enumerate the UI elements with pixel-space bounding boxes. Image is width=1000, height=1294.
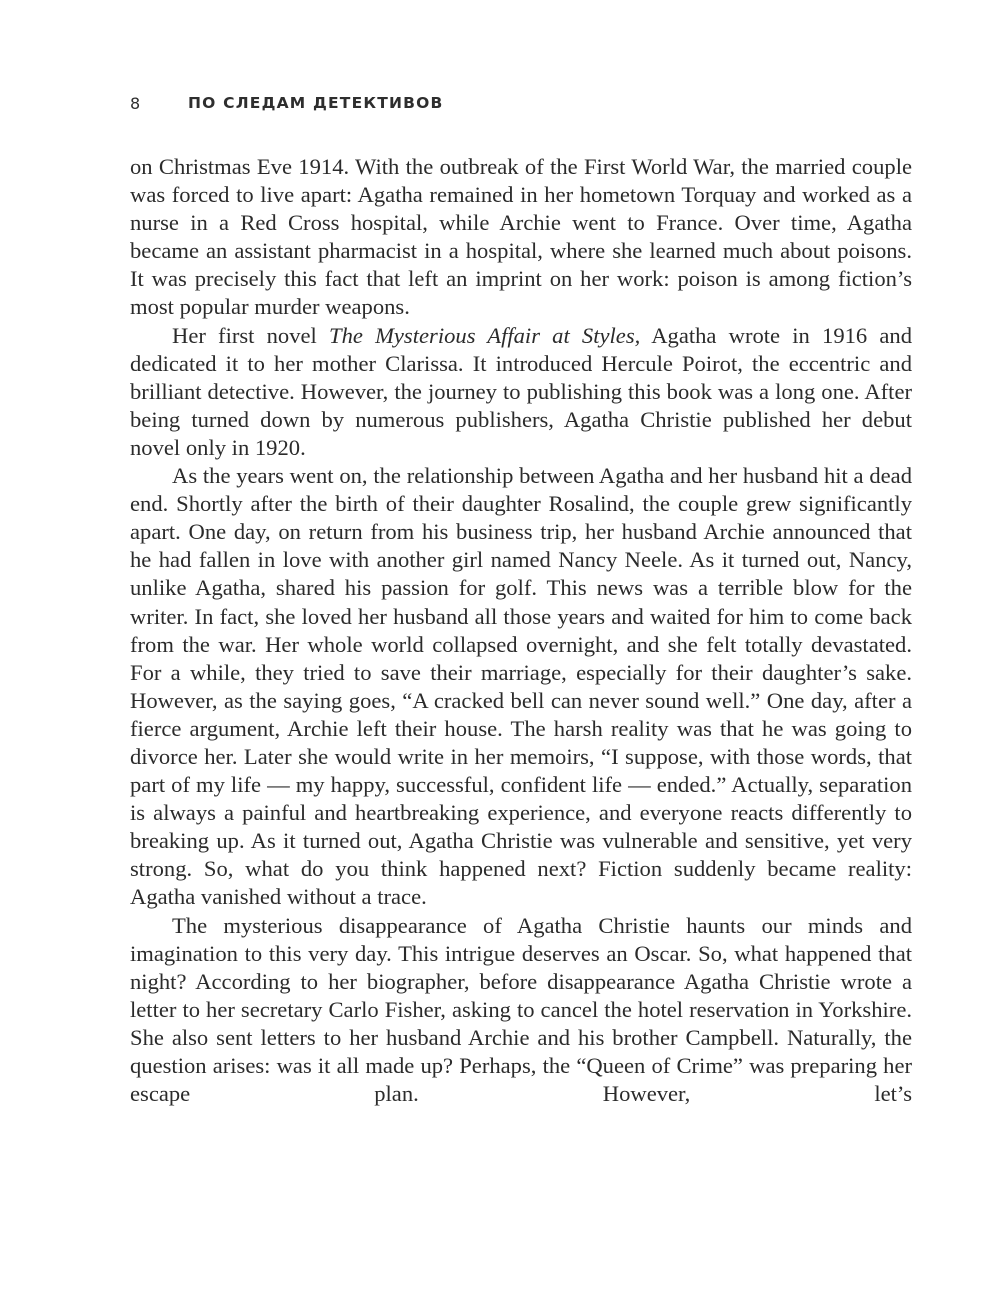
novel-title: The Mysterious Affair at Styles, xyxy=(329,322,641,348)
running-head xyxy=(130,92,912,122)
paragraph-2-rest: Agatha wrote in 1916 and dedicated it to her mother Clarissa. It introduced Hercule Poirot, the eccentric and brilliant detective. However, the journey to publishing this book was a long one. After being turned down by numerous publishers, Agatha Christie published her debut novel only in 1920. xyxy=(130,322,913,460)
book-title: ПО СЛЕДАМ ДЕТЕКТИВОВ xyxy=(188,94,444,112)
page-number: 8 xyxy=(130,94,141,113)
paragraph-2-lead: Her first novel xyxy=(172,322,330,348)
paragraph-3: As the years went on, the relationship between Agatha and her husband hit a dead end. Shortly after the birth of their daughter Rosalind, the couple grew significantly apart. One day, on return from his business trip, her husband Archie announced that he had fallen in love with another girl named Nancy Neele. As it turned out, Nancy, unlike Agatha, shared his passion for golf. This news was a terrible blow for the writer. In fact, she loved her husband all those years and waited for him to come back from the war. Her whole world collapsed overnight, and she felt totally devastated. For a while, they tried to save their marriage, especially for their daughter’s sake. However, as the saying goes, “A cracked bell can never sound well.” One day, after a fierce argument, Archie left their house. The harsh reality was that he was going to divorce her. Later she would write in her memoirs, “I suppose, with those words, that part of my life — my happy, successful, confident life — ended.” Actually, separation is always a painful and heartbreaking experience, and everyone reacts differently to breaking up. As it turned out, Agatha Christie was vulnerable and sensitive, yet very strong. So, what do you think happened next? Fiction suddenly became reality: Agatha vanished without a trace. xyxy=(130,463,912,910)
paragraph-4: The mysterious disappearance of Agatha Christie haunts our minds and imagination to this very day. This intrigue deserves an Oscar. So, what happened that night? According to her biographer, before disappearance Agatha Christie wrote a letter to her secretary Carlo Fisher, asking to cancel the hotel reservation in Yorkshire. She also sent letters to her husband Archie and his brother Campbell. Naturally, the question arises: was it all made up? Perhaps, the “Queen of Crime” was preparing her escape plan. However, let’s xyxy=(130,912,912,1107)
paragraph-2 xyxy=(130,322,912,462)
body-text xyxy=(130,153,912,1108)
paragraph-1: on Christmas Eve 1914. With the outbreak of the First World War, the married couple was forced to live apart: Agatha remained in her hometown Torquay and worked as a nurse in a Red Cross hospital, while Archie went to France. Over time, Agatha became an assistant pharmacist in a hospital, where she learned much about poisons. It was precisely this fact that left an imprint on her work: poison is among fiction’s most popular murder weapons. xyxy=(130,154,912,320)
